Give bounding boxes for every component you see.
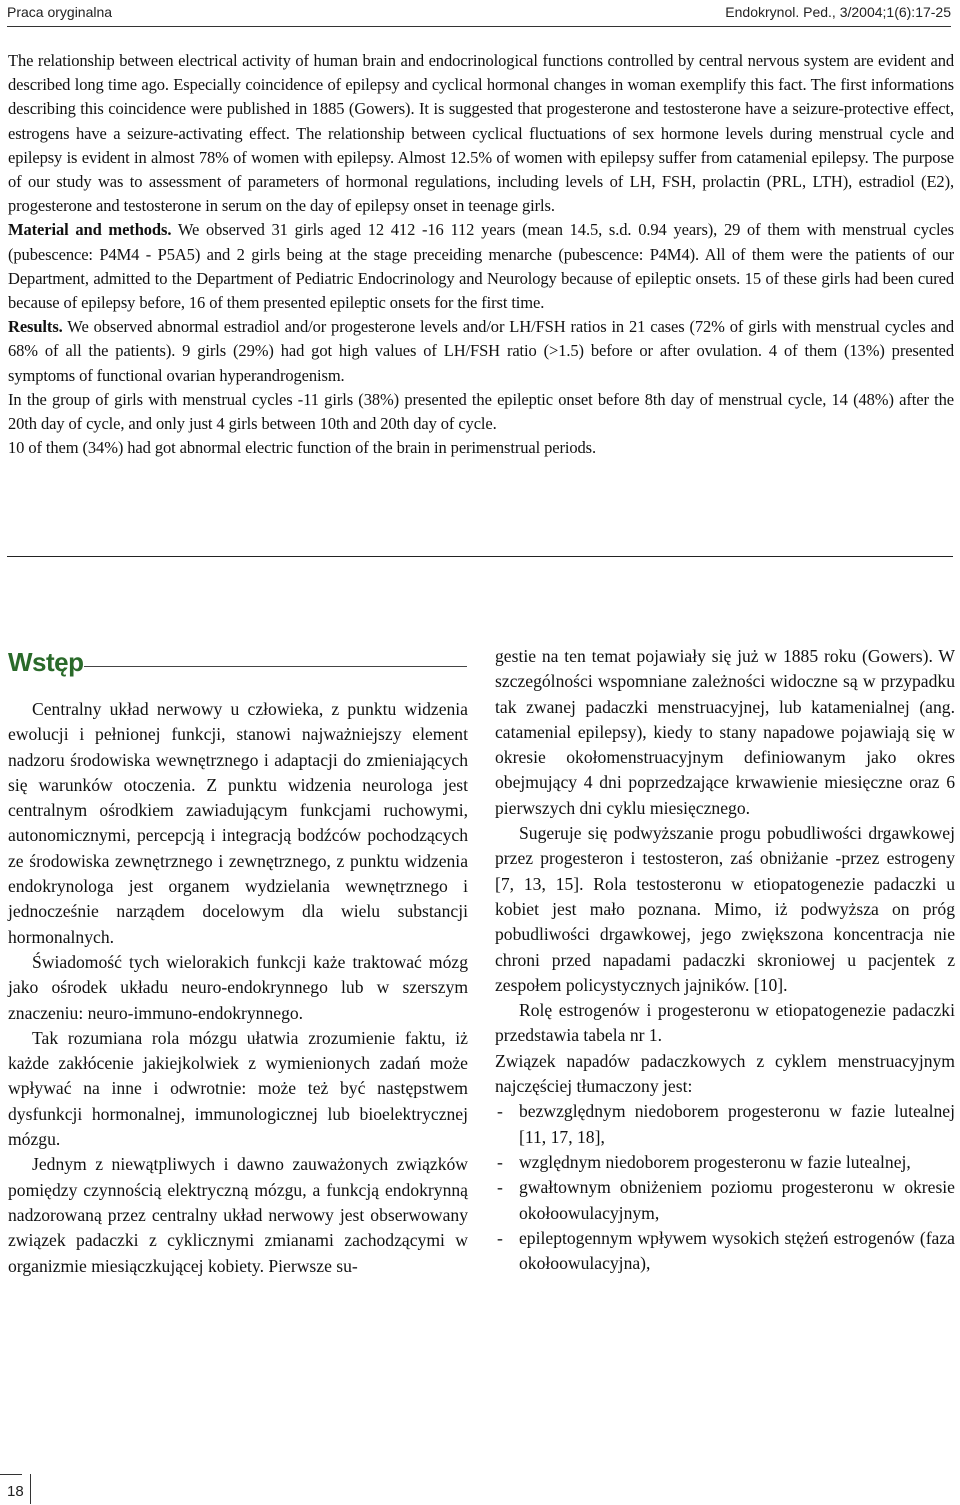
results-label: Results. [8, 317, 63, 337]
section-title: Wstęp [8, 647, 84, 677]
left-column [8, 697, 468, 1279]
list-item: - bezwzględnym niedoborem progesteronu w fazie lutealnej [11, 17, 18], [495, 1099, 955, 1150]
list-item: - epileptogennym wpływem wysokich stężeń estrogenów (faza okołoowulacyjna), [495, 1226, 955, 1277]
abstract-results-3: 10 of them (34%) had got abnormal electric function of the brain in perimenstrual periods. [8, 438, 597, 458]
abstract-intro [8, 49, 954, 218]
abstract [8, 49, 954, 460]
paragraph: Jednym z niewątpliwych i dawno zauważonych związków pomiędzy czynnością elektryczną mózgu, a funkcją endokrynną nadzorowaną przez centralny układ nerwowy jest obserwowany związek padaczki z cyklicznymi zmianami zachodzącymi w organizmie miesiączkującej kobiety. Pierwsze su- [8, 1154, 468, 1276]
abstract-results-2: In the group of girls with menstrual cycles -11 girls (38%) presented the epileptic onset before 8th day of menstrual cycle, 14 (48%) after the 20th day of cycle, and only just 4 girls between 10th and 20th day of cycle. [8, 389, 954, 434]
cause-list [495, 1099, 955, 1276]
abstract-rule [7, 556, 953, 557]
paragraph: gestie na ten temat pojawiały się już w 1885 roku (Gowers). W szczególności wspomniane zależności widoczne są w przypadku tak zwanej padaczki menstruacyjnej, lub katamenialnej (ang. catamenial epilepsy), kiedy to stany napadowe pojawiają się w okresie okołomenstruacyjnym definiowanym jako okres obejmujący 4 dni poprzedzające krwawienie miesięczne oraz 6 pierwszych dni cyklu miesięcznego. [495, 646, 955, 818]
methods-text: We observed 31 girls aged 12 412 -16 112 years (mean 14.5, s.d. 0.94 years), 29 of them with menstrual cycles (pubescence: P4M4 - P5A5) and 2 girls being at the stage preceiding menarche (pubescence: P4M4). All of them were the patients of our Department, admitted to the Department of Pediatric Endocrinology and Neurology because of epileptic onsets. 15 of these girls had been cured because of epilepsy before, 16 of them presented epileptic onsets for the first time. [8, 220, 954, 313]
methods-label: Material and methods. [8, 220, 172, 240]
page-number: 18 [7, 1483, 24, 1500]
paragraph: Świadomość tych wielorakich funkcji każe traktować mózg jako ośrodek układu neuro-endokrynnego lub w szerszym znaczeniu: neuro-immuno-endokrynnego. [8, 951, 468, 1023]
section-title-rule [84, 666, 467, 667]
abstract-intro-text: The relationship between electrical activity of human brain and endocrinological functions controlled by central nervous system are evident and described long time ago. Especially coincidence of epilepsy and cyclical hormonal changes in woman exemplify this fact. The first informations describing this coincidence were published in 1885 (Gowers). It is suggested that progesterone and testosterone have a seizure-protective effect, estrogens have a seizure-activating effect. The relationship between cyclical fluctuations of sex hormone levels during menstrual cycle and epilepsy is evident in almost 78% of women with epilepsy. Almost 12.5% of women with epilepsy suffer from catamenial epilepsy. The purpose of our study was to assessment of parameters of hormonal regulations, including levels of LH, FSH, prolactin (PRL, LTH), estradiol (E2), progesterone and testosterone in serum on the day of epilepsy onset in teenage girls. [8, 51, 954, 216]
header-rule [7, 26, 951, 27]
list-item: - gwałtownym obniżeniem poziomu progesteronu w okresie okołoowulacyjnym, [495, 1175, 955, 1226]
paragraph: Sugeruje się podwyższanie progu pobudliwości drgawkowej przez progesteron i testosteron, zaś obniżanie -przez estrogeny [7, 13, 15]. Rola testosteronu w etiopatogenezie padaczki u kobiet jest mało poznana. Mimo, iż podwyższa on próg pobudliwości drgawkowej, jego zwiększona koncentracja nie chroni przed napadami padaczki skroniowej u pacjentek z zespołem policystycznych jajników. [10]. [495, 823, 955, 995]
paragraph: Tak rozumiana rola mózgu ułatwia zrozumienie faktu, iż każde zakłócenie jakiejkolwiek z wymienionych zadań może wpływać na inne i odwrotnie: może też być następstwem dysfunkcji hormonalnej, immunologicznej lub bioelektrycznej mózgu. [8, 1027, 468, 1150]
page-number-divider [30, 1474, 31, 1504]
paragraph: Centralny układ nerwowy u człowieka, z punktu widzenia ewolucji i pełnionej funkcji, stanowi najważniejszy element nadzoru środowiska wewnętrznego i adaptacji do zmieniających się warunków otoczenia. Z punktu widzenia neurologa jest centralnym ośrodkiem zawiadującym funkcjami ruchowymi, autonomicznymi, percepcją i integracją bodźców pochodzących ze środowiska zewnętrznego i zewnętrznego, z punktu widzenia endokrynologa jest organem wydzielania wewnętrznego i jednocześnie narządem docelowym dla wielu substancji hormonalnych. [8, 699, 468, 947]
running-header [7, 0, 951, 24]
abstract-methods [8, 218, 954, 315]
right-column [495, 644, 955, 1276]
results-text: We observed abnormal estradiol and/or progesterone levels and/or LH/FSH ratios in 21 cases (72% of girls with menstrual cycles and 68% of all the patients). 9 girls (29%) had got high values of LH/FSH ratio (>1.5) before or after ovulation. 4 of them (13%) presented symptoms of functional ovarian hyperandrogenism. [8, 317, 954, 385]
journal-citation: Endokrynol. Ped., 3/2004;1(6):17-25 [725, 4, 951, 20]
abstract-results [8, 315, 954, 388]
article-type: Praca oryginalna [7, 4, 113, 20]
list-item: - względnym niedoborem progesteronu w fazie lutealnej, [495, 1150, 955, 1175]
paragraph: Rolę estrogenów i progesteronu w etiopatogenezie padaczki przedstawia tabela nr 1. [495, 1000, 955, 1046]
paragraph: Związek napadów padaczkowych z cyklem menstruacyjnym najczęściej tłumaczony jest: [495, 1050, 955, 1097]
page-number-rule [0, 1474, 22, 1475]
